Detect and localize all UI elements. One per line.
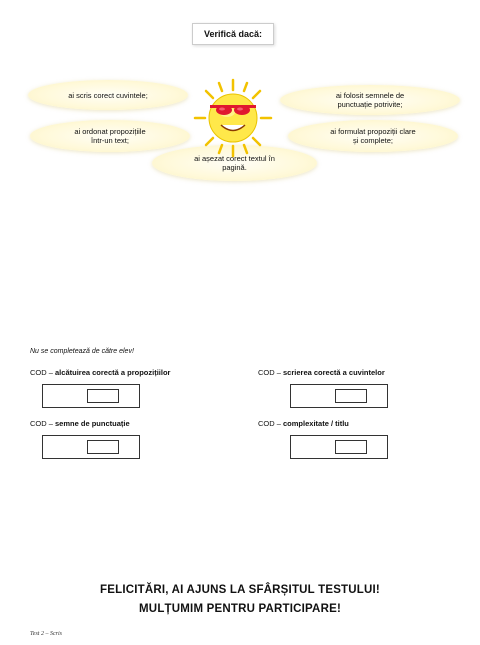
cod-title: alcătuirea corectă a propozițiilor bbox=[55, 368, 171, 377]
checklist-item-label: ai folosit semnele de punctuație potrivite; bbox=[335, 91, 405, 109]
cod-prefix: COD – bbox=[258, 419, 284, 428]
score-box-complexity[interactable] bbox=[290, 435, 388, 459]
score-field[interactable] bbox=[335, 440, 367, 454]
score-field[interactable] bbox=[87, 440, 119, 454]
cod-prefix: COD – bbox=[30, 368, 56, 377]
cod-title: semne de punctuație bbox=[55, 419, 130, 428]
checklist-item-sentences bbox=[288, 120, 458, 152]
score-box-punctuation[interactable] bbox=[42, 435, 140, 459]
checklist-item-label: ai așezat corect textul în pagină. bbox=[194, 154, 275, 172]
sun-with-sunglasses-icon bbox=[193, 78, 273, 158]
checklist-item-punctuation bbox=[280, 85, 460, 115]
score-box-sentences[interactable] bbox=[42, 384, 140, 408]
checklist-item-label: ai scris corect cuvintele; bbox=[68, 90, 148, 100]
teacher-note: Nu se completează de către elev! bbox=[30, 348, 134, 355]
score-field[interactable] bbox=[87, 389, 119, 403]
checklist-item-order bbox=[30, 120, 190, 152]
closing-line-1: FELICITĂRI, AI AJUNS LA SFÂRȘITUL TESTULUI! bbox=[100, 584, 380, 596]
cod-title: scrierea corectă a cuvintelor bbox=[283, 368, 385, 377]
cod-prefix: COD – bbox=[30, 419, 56, 428]
cod-label-punctuation bbox=[30, 419, 130, 428]
cod-label-complexity bbox=[258, 419, 349, 428]
checklist-item-label: ai formulat propoziții clare și complete; bbox=[330, 127, 416, 145]
cod-label-words bbox=[258, 368, 385, 377]
score-box-words[interactable] bbox=[290, 384, 388, 408]
closing-line-2: MULȚUMIM PENTRU PARTICIPARE! bbox=[139, 603, 341, 615]
cod-title: complexitate / titlu bbox=[283, 419, 349, 428]
footer-left: Test 2 – Scris bbox=[30, 631, 62, 637]
score-field[interactable] bbox=[335, 389, 367, 403]
checklist-item-words bbox=[28, 80, 188, 110]
checklist-item-label: ai ordonat propozițiile într-un text; bbox=[74, 127, 146, 145]
page-title: Verifică dacă: bbox=[192, 23, 274, 45]
cod-label-sentences bbox=[30, 368, 170, 377]
cod-prefix: COD – bbox=[258, 368, 284, 377]
